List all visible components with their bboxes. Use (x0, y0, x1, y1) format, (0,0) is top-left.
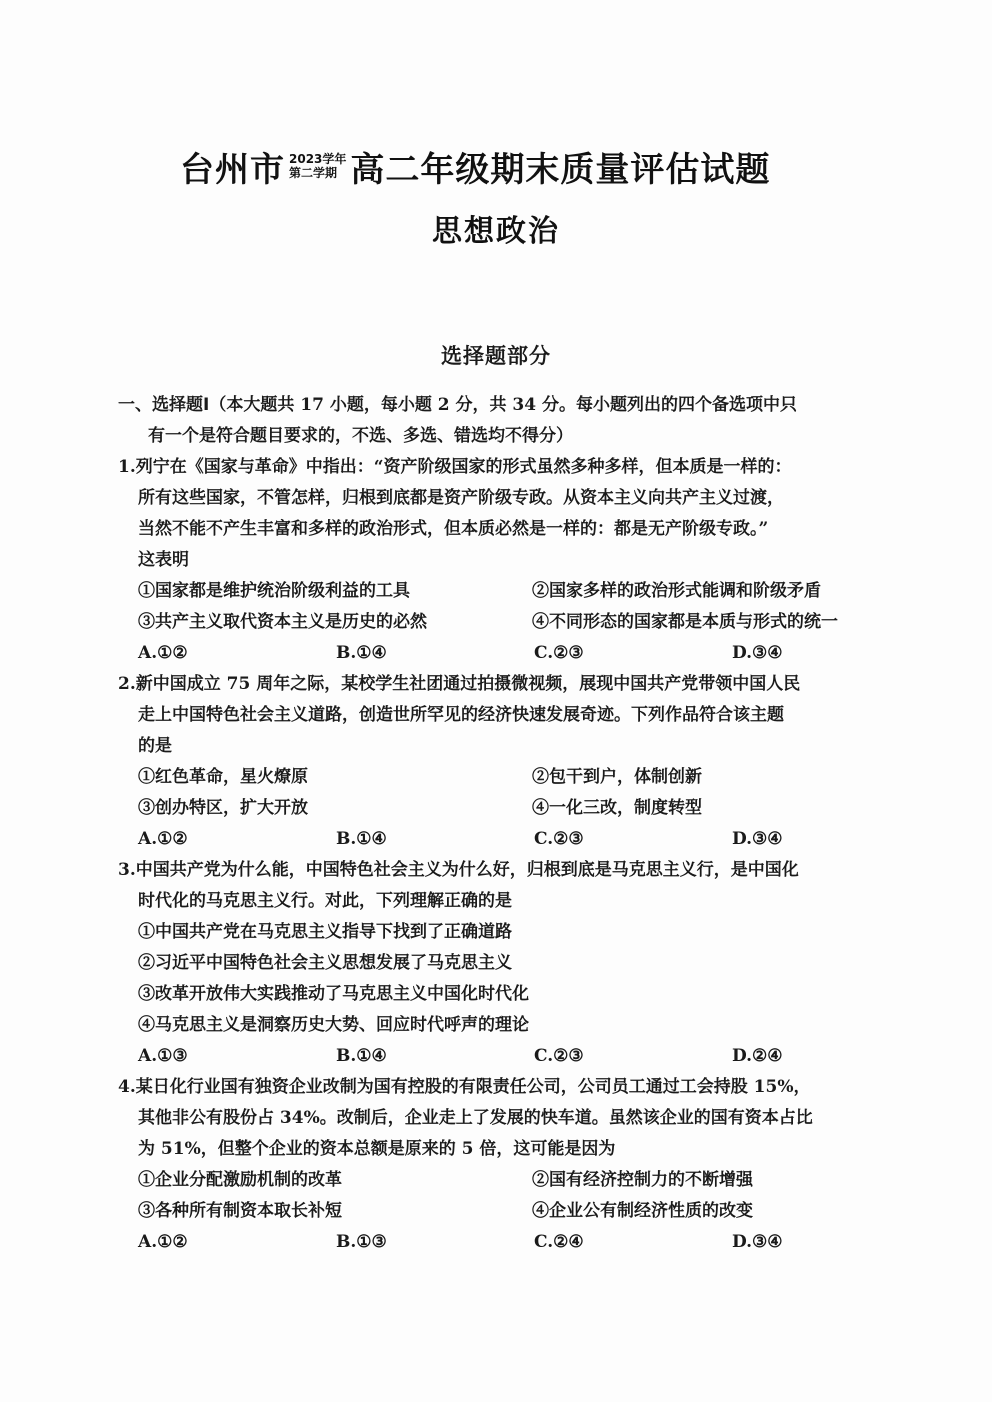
subject-title: 思想政治 (432, 214, 560, 249)
answer-choice-d: D.③④ (732, 1232, 783, 1252)
exam-title-row (180, 138, 860, 194)
question-line: 1.列宁在《国家与革命》中指出：“资产阶级国家的形式虽然多种多样，但本质是一样的： (118, 457, 792, 477)
question-line: 2.新中国成立 75 周年之际，某校学生社团通过拍摄微视频，展现中国共产党带领中国人民 (118, 674, 801, 694)
question-line: 3.中国共产党为什么能，中国特色社会主义为什么好，归根到底是马克思主义行，是中国化 (118, 860, 799, 880)
answer-choice-b: B.①④ (336, 1046, 387, 1066)
answer-choice-b: B.①④ (336, 829, 387, 849)
question-line: 为 51%，但整个企业的资本总额是原来的 5 倍，这可能是因为 (138, 1139, 616, 1159)
option-item: ②国有经济控制力的不断增强 (532, 1170, 753, 1190)
question-line: 时代化的马克思主义行。对此，下列理解正确的是 (138, 891, 512, 911)
option-row (118, 576, 926, 607)
option-row (118, 762, 926, 793)
instruction-line-2: 有一个是符合题目要求的，不选、多选、错选均不得分） (148, 426, 573, 446)
option-item: ②习近平中国特色社会主义思想发展了马克思主义 (138, 953, 512, 973)
question-line: 的是 (138, 736, 172, 756)
question-line: 4.某日化行业国有独资企业改制为国有控股的有限责任公司，公司员工通过工会持股 15%， (118, 1077, 811, 1097)
question-3 (118, 855, 926, 1072)
section-title: 选择题部分 (441, 344, 551, 368)
option-item: ①国家都是维护统治阶级利益的工具 (138, 581, 410, 601)
academic-term (289, 152, 346, 180)
question-4 (118, 1072, 926, 1258)
instruction-line-1: （本大题共 17 小题，每小题 2 分，共 34 分。每小题列出的四个备选项中只 (209, 395, 797, 415)
option-row (118, 1165, 926, 1196)
question-line: 当然不能不产生丰富和多样的政治形式，但本质必然是一样的：都是无产阶级专政。” (138, 519, 769, 539)
answer-choice-d: D.③④ (732, 829, 783, 849)
question-line: 其他非公有股份占 34%。改制后，企业走上了发展的快车道。虽然该企业的国有资本占比 (138, 1108, 813, 1128)
option-row (118, 793, 926, 824)
exam-content (118, 390, 926, 1258)
option-row (118, 607, 926, 638)
answer-choice-d: D.②④ (732, 1046, 783, 1066)
exam-title: 高二年级期末质量评估试题 (350, 149, 771, 190)
answer-choice-a: A.①② (138, 643, 188, 663)
option-row (118, 1196, 926, 1227)
answer-choice-c: C.②④ (534, 1232, 584, 1252)
option-item: ②国家多样的政治形式能调和阶级矛盾 (532, 581, 821, 601)
city-name: 台州市 (180, 149, 285, 190)
answer-choice-b: B.①④ (336, 643, 387, 663)
section-instruction (118, 390, 926, 421)
option-item: ③创办特区，扩大开放 (138, 798, 308, 818)
instruction-head: 一、选择题Ⅰ (118, 395, 210, 415)
answer-choice-c: C.②③ (534, 643, 584, 663)
question-2 (118, 669, 926, 855)
academic-year: 2023学年 (289, 152, 347, 166)
answer-choices (118, 1227, 926, 1258)
question-1 (118, 452, 926, 669)
answer-choices (118, 1041, 926, 1072)
semester: 第二学期 (289, 166, 338, 180)
answer-choice-a: A.①② (138, 829, 188, 849)
answer-choices (118, 824, 926, 855)
option-item: ①红色革命，星火燎原 (138, 767, 308, 787)
option-item: ④马克思主义是洞察历史大势、回应时代呼声的理论 (138, 1015, 529, 1035)
answer-choice-a: A.①② (138, 1232, 188, 1252)
option-item: ④不同形态的国家都是本质与形式的统一 (532, 612, 838, 632)
answer-choices (118, 638, 926, 669)
question-line: 这表明 (138, 550, 189, 570)
question-line: 所有这些国家，不管怎样，归根到底都是资产阶级专政。从资本主义向共产主义过渡， (138, 488, 784, 508)
answer-choice-b: B.①③ (336, 1232, 387, 1252)
answer-choice-c: C.②③ (534, 829, 584, 849)
question-line: 走上中国特色社会主义道路，创造世所罕见的经济快速发展奇迹。下列作品符合该主题 (138, 705, 784, 725)
option-item: ③改革开放伟大实践推动了马克思主义中国化时代化 (138, 984, 529, 1004)
option-item: ①中国共产党在马克思主义指导下找到了正确道路 (138, 922, 512, 942)
option-item: ①企业分配激励机制的改革 (138, 1170, 342, 1190)
answer-choice-d: D.③④ (732, 643, 783, 663)
option-item: ②包干到户，体制创新 (532, 767, 702, 787)
answer-choice-c: C.②③ (534, 1046, 584, 1066)
option-item: ③各种所有制资本取长补短 (138, 1201, 342, 1221)
option-item: ④一化三改，制度转型 (532, 798, 702, 818)
answer-choice-a: A.①③ (138, 1046, 188, 1066)
option-item: ④企业公有制经济性质的改变 (532, 1201, 753, 1221)
option-item: ③共产主义取代资本主义是历史的必然 (138, 612, 427, 632)
